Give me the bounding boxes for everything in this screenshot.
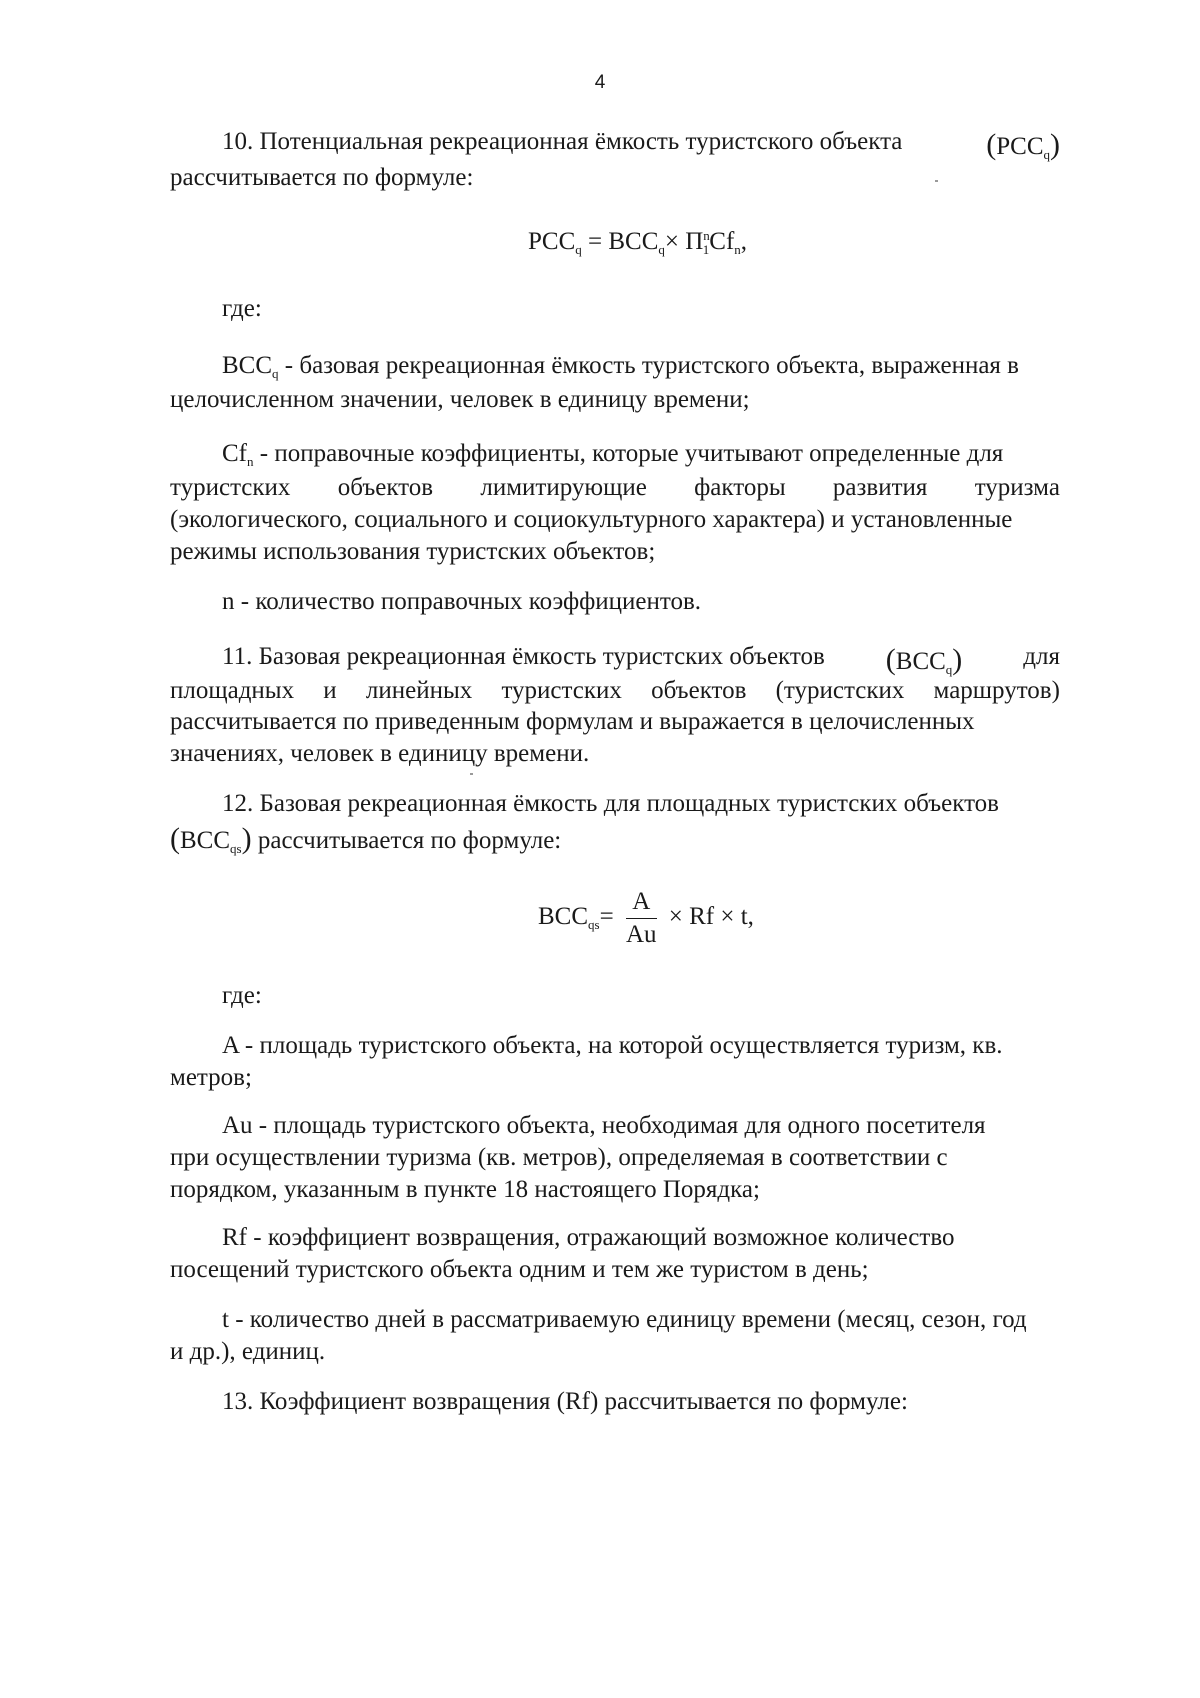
p11-symbol: $(BCC_q)$ — [885, 643, 963, 677]
def-au-line2: при осуществлении туризма (кв. метров), определяемая в соответствии с — [170, 1144, 948, 1171]
def-au-line3: порядком, указанным в пункте 18 настоящего Порядка; — [170, 1176, 760, 1203]
formula-bcc-qs: $BCC_{qs}=$ $\frac{A}{Au}$ × Rf × t, — [538, 888, 754, 948]
def-n: n - количество поправочных коэффициентов. — [222, 588, 702, 615]
def-cf-line4: режимы использования туристских объектов; — [170, 538, 656, 565]
def-t-line2: и др.), единиц. — [170, 1338, 326, 1365]
p10-line1-text: 10. Потенциальная рекреационная ёмкость туристского объекта — [222, 128, 903, 155]
p10-line1 — [170, 128, 1060, 162]
p10-symbol: $(PCC_q)$ — [986, 128, 1060, 162]
scan-speck — [935, 180, 938, 182]
def-cf-line1: $Cf_n$ - поправочные коэффициенты, которые учитывают определенные для — [222, 440, 1004, 469]
def-rf-line2: посещений туристского объекта одним и тем же туристом в день; — [170, 1256, 869, 1283]
p13: 13. Коэффициент возвращения (Rf) рассчитывается по формуле: — [222, 1388, 908, 1415]
def-a-line2: метров; — [170, 1064, 252, 1091]
p11-line1: 11. Базовая рекреационная ёмкость туристских объектов $(BCC_q)$ для — [170, 643, 1060, 677]
def-rf-line1: Rf - коэффициент возвращения, отражающий возможное количество — [222, 1224, 955, 1251]
def-cf-line3: (экологического, социального и социокультурного характера) и установленные — [170, 506, 1013, 533]
p11-line4: значениях, человек в единицу времени. — [170, 740, 590, 767]
p11-line3: рассчитывается по приведенным формулам и выражается в целочисленных — [170, 708, 975, 735]
p11-line2: площадных и линейных туристских объектов (туристских маршрутов) — [170, 677, 1060, 704]
fraction-a-au: $\frac{A}{Au}$ — [625, 888, 657, 948]
p10-line2: рассчитывается по формуле: — [170, 164, 474, 191]
def-au-line1: Au - площадь туристского объекта, необходимая для одного посетителя — [222, 1112, 986, 1139]
def-bcc-line2: целочисленном значении, человек в единицу времени; — [170, 386, 750, 413]
def-t-line1: t - количество дней в рассматриваемую единицу времени (месяц, сезон, год — [222, 1306, 1027, 1333]
def-bcc-line1: $BCC_q$ - базовая рекреационная ёмкость туристского объекта, выраженная в — [222, 352, 1019, 381]
p12-line1: 12. Базовая рекреационная ёмкость для площадных туристских объектов — [222, 790, 999, 817]
p12-line2: $(BCC_{qs})$ рассчитывается по формуле: — [170, 822, 562, 856]
gde-label-1: где: — [222, 295, 262, 322]
scan-speck — [470, 773, 473, 775]
p11-line1-text: 11. Базовая рекреационная ёмкость туристских объектов — [222, 643, 825, 670]
formula-pcc: $PCC_q = BCC_q\times П^n_1Cf_n$, — [528, 228, 748, 257]
gde-label-2: где: — [222, 982, 262, 1009]
page-number: 4 — [594, 72, 606, 93]
def-cf-line2: туристских объектов лимитирующие факторы развития туризма — [170, 474, 1060, 501]
def-a-line1: A - площадь туристского объекта, на которой осуществляется туризм, кв. — [222, 1032, 1003, 1059]
